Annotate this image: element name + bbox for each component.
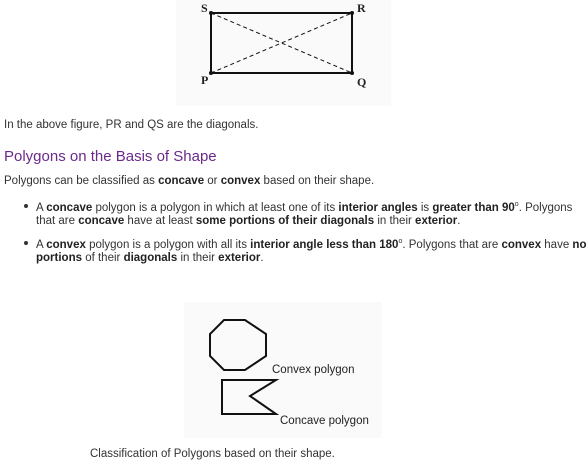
bullet1-line2 (36, 213, 460, 229)
b1l1-b1: concave (46, 201, 93, 214)
b2l1-t3: . Polygons that are (402, 238, 502, 251)
convex-polygon-label: Convex polygon (272, 364, 355, 376)
intro-text-2: or (204, 175, 221, 187)
b2l2-t2: in their (177, 252, 219, 264)
intro-bold-concave: concave (158, 175, 205, 187)
vertex-p (209, 71, 213, 75)
b1l1-b3: greater than 90 (432, 201, 515, 214)
concave-polygon-label: Concave polygon (280, 415, 369, 427)
b2l2-t3: . (260, 252, 264, 264)
b2l1-degree: o (398, 238, 403, 245)
vertex-s (209, 11, 213, 15)
b2l1-t4: have (541, 238, 573, 251)
intro-bold-convex: convex (220, 175, 261, 187)
b1l2-t3: in their (374, 215, 416, 227)
intro-paragraph (4, 173, 374, 189)
b2l2-b1: portions (36, 252, 82, 264)
b2l1-b1: convex (46, 238, 86, 251)
b1l1-t1: A (36, 201, 47, 214)
b2l2-t1: of their (82, 252, 124, 264)
bullet-dot-2 (24, 241, 28, 245)
b2l1-b3: convex (501, 238, 542, 251)
bullet-dot-1 (24, 204, 28, 208)
label-r: R (357, 1, 366, 15)
b1l1-t3: is (417, 201, 433, 214)
rectangle-diagonals-figure (176, 0, 391, 106)
b2l1-t1: A (36, 238, 47, 251)
b2l1-b4: no (572, 238, 586, 251)
diagonals-paragraph: In the above figure, PR and QS are the diagonals. (4, 119, 259, 131)
b1l2-b2: some portions of their diagonals (195, 215, 375, 227)
bullet2-line2 (36, 250, 264, 266)
b1l1-t4: . Polygons (518, 201, 573, 214)
figure-caption: Classification of Polygons based on their shape. (90, 448, 335, 460)
label-s: S (201, 1, 208, 15)
b1l2-b3: exterior (415, 215, 458, 227)
b2l1-t2: polygon is a polygon with all its (85, 238, 251, 251)
vertex-r (350, 11, 354, 15)
b1l1-degree: o (514, 201, 519, 208)
b1l2-t2: have at least (124, 215, 196, 227)
vertex-q (350, 71, 354, 75)
b1l1-b2: interior angles (338, 201, 418, 214)
b2l2-b3: exterior (218, 252, 261, 264)
b1l2-t4: . (457, 215, 461, 227)
b1l1-t2: polygon is a polygon in which at least one of its (92, 201, 339, 214)
intro-text-3: based on their shape. (260, 175, 375, 187)
b2l1-b2: interior angle less than 180 (250, 238, 399, 251)
b2l2-b2: diagonals (123, 252, 178, 264)
polygon-shapes-figure (184, 302, 382, 438)
b1l2-t1: that are (36, 215, 79, 227)
label-p: P (201, 73, 209, 87)
intro-text-1: Polygons can be classified as (4, 175, 159, 187)
concave-polygon-shape (222, 380, 276, 414)
label-q: Q (357, 75, 367, 89)
convex-octagon-shape (210, 320, 266, 370)
section-heading: Polygons on the Basis of Shape (4, 148, 217, 165)
b1l2-b1: concave (78, 215, 125, 227)
